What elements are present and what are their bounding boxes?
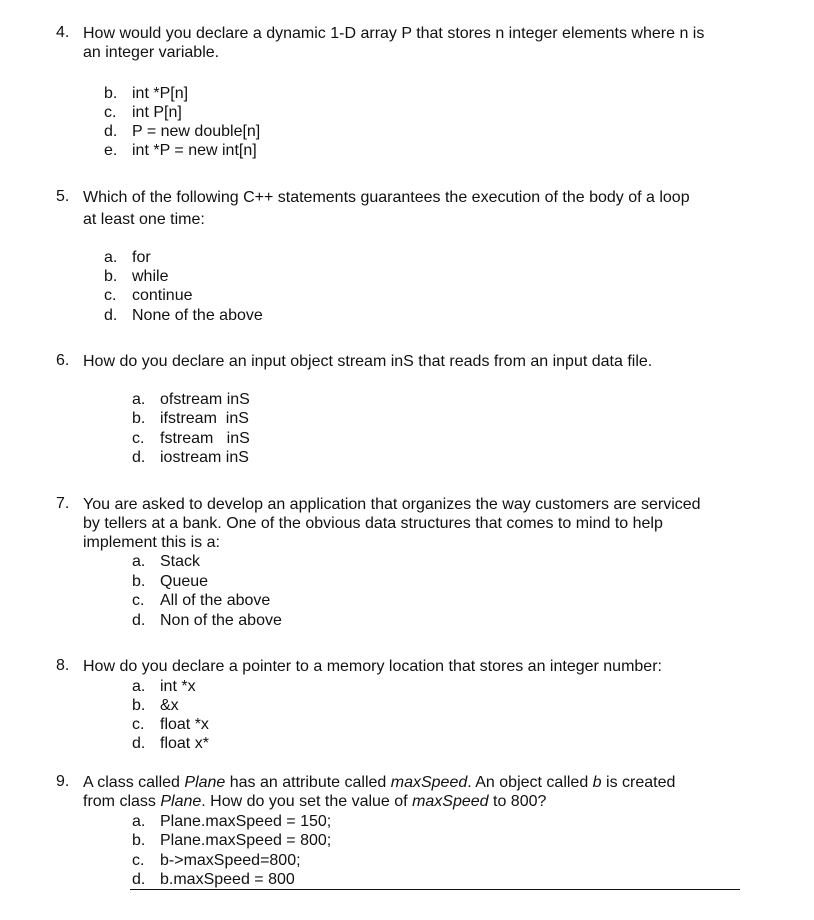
option-text: ofstream inS (160, 391, 250, 408)
option-letter: b. (132, 697, 146, 714)
question-number: 5. (56, 188, 70, 205)
option-text: int *P[n] (132, 85, 189, 102)
option-letter: c. (104, 104, 117, 121)
option-letter: c. (132, 852, 145, 869)
option-text: b.maxSpeed = 800 (160, 871, 295, 888)
option-letter: d. (104, 123, 118, 140)
attribute-name: maxSpeed (412, 793, 489, 810)
question-line: from class Plane. How do you set the value of maxSpeed to 800? (83, 793, 547, 810)
option-letter: c. (132, 592, 145, 609)
question-number: 8. (56, 657, 70, 674)
option-letter: a. (132, 553, 146, 570)
option-text: continue (132, 287, 193, 304)
option-text: while (132, 268, 169, 285)
question-line: by tellers at a bank. One of the obvious data structures that comes to mind to help (83, 515, 663, 532)
option-text: Non of the above (160, 612, 282, 629)
option-text: Queue (160, 573, 209, 590)
option-letter: c. (104, 287, 117, 304)
option-text: float *x (160, 716, 209, 733)
option-text: b->maxSpeed=800; (160, 852, 301, 869)
question-line: an integer variable. (83, 44, 220, 61)
option-text: Stack (160, 553, 201, 570)
question-text (83, 657, 763, 676)
question-number: 6. (56, 352, 70, 369)
object-name: b (592, 774, 602, 791)
option-text: float x* (160, 735, 209, 752)
option-text: All of the above (160, 592, 271, 609)
option-text: iostream inS (160, 449, 249, 466)
question-number: 4. (56, 24, 70, 41)
option-letter: d. (132, 449, 146, 466)
question-text (83, 188, 763, 229)
class-name: Plane (160, 793, 202, 810)
option-text: int *x (160, 678, 196, 695)
question-line: Which of the following C++ statements guarantees the execution of the body of a loop (83, 189, 690, 206)
option-text: for (132, 249, 151, 266)
question-line: How do you declare an input object stream inS that reads from an input data file. (83, 353, 653, 370)
option-letter: a. (104, 249, 118, 266)
question-text (83, 495, 763, 552)
option-text: Plane.maxSpeed = 800; (160, 832, 332, 849)
option-text: None of the above (132, 307, 263, 324)
option-text: Plane.maxSpeed = 150; (160, 813, 332, 830)
question-number: 7. (56, 495, 70, 512)
option-text: ifstream inS (160, 410, 249, 427)
question-text (83, 24, 763, 62)
question-line: A class called Plane has an attribute called maxSpeed. An object called b is created (83, 774, 676, 791)
bottom-rule (130, 889, 740, 890)
question-line: You are asked to develop an application that organizes the way customers are serviced (83, 496, 701, 513)
option-letter: b. (132, 573, 146, 590)
option-letter: a. (132, 813, 146, 830)
attribute-name: maxSpeed (390, 774, 468, 791)
option-letter: d. (132, 871, 146, 888)
option-text: fstream inS (160, 430, 250, 447)
question-line: How would you declare a dynamic 1-D array P that stores n integer elements where n is (83, 25, 705, 42)
option-letter: a. (132, 391, 146, 408)
option-letter: b. (104, 85, 118, 102)
question-text (83, 773, 763, 811)
question-line: at least one time: (83, 211, 205, 228)
option-letter: d. (132, 612, 146, 629)
option-letter: c. (132, 716, 145, 733)
option-text: &x (160, 697, 179, 714)
question-text (83, 352, 763, 371)
question-line: How do you declare a pointer to a memory location that stores an integer number: (83, 658, 662, 675)
question-number: 9. (56, 773, 70, 790)
option-letter: d. (104, 307, 118, 324)
option-text: int *P = new int[n] (132, 142, 257, 159)
question-line: implement this is a: (83, 534, 220, 551)
option-letter: b. (104, 268, 118, 285)
option-letter: b. (132, 410, 146, 427)
option-letter: a. (132, 678, 146, 695)
option-text: int P[n] (132, 104, 182, 121)
option-letter: b. (132, 832, 146, 849)
option-letter: e. (104, 142, 118, 159)
option-letter: c. (132, 430, 145, 447)
option-letter: d. (132, 735, 146, 752)
option-text: P = new double[n] (132, 123, 261, 140)
class-name: Plane (184, 774, 226, 791)
